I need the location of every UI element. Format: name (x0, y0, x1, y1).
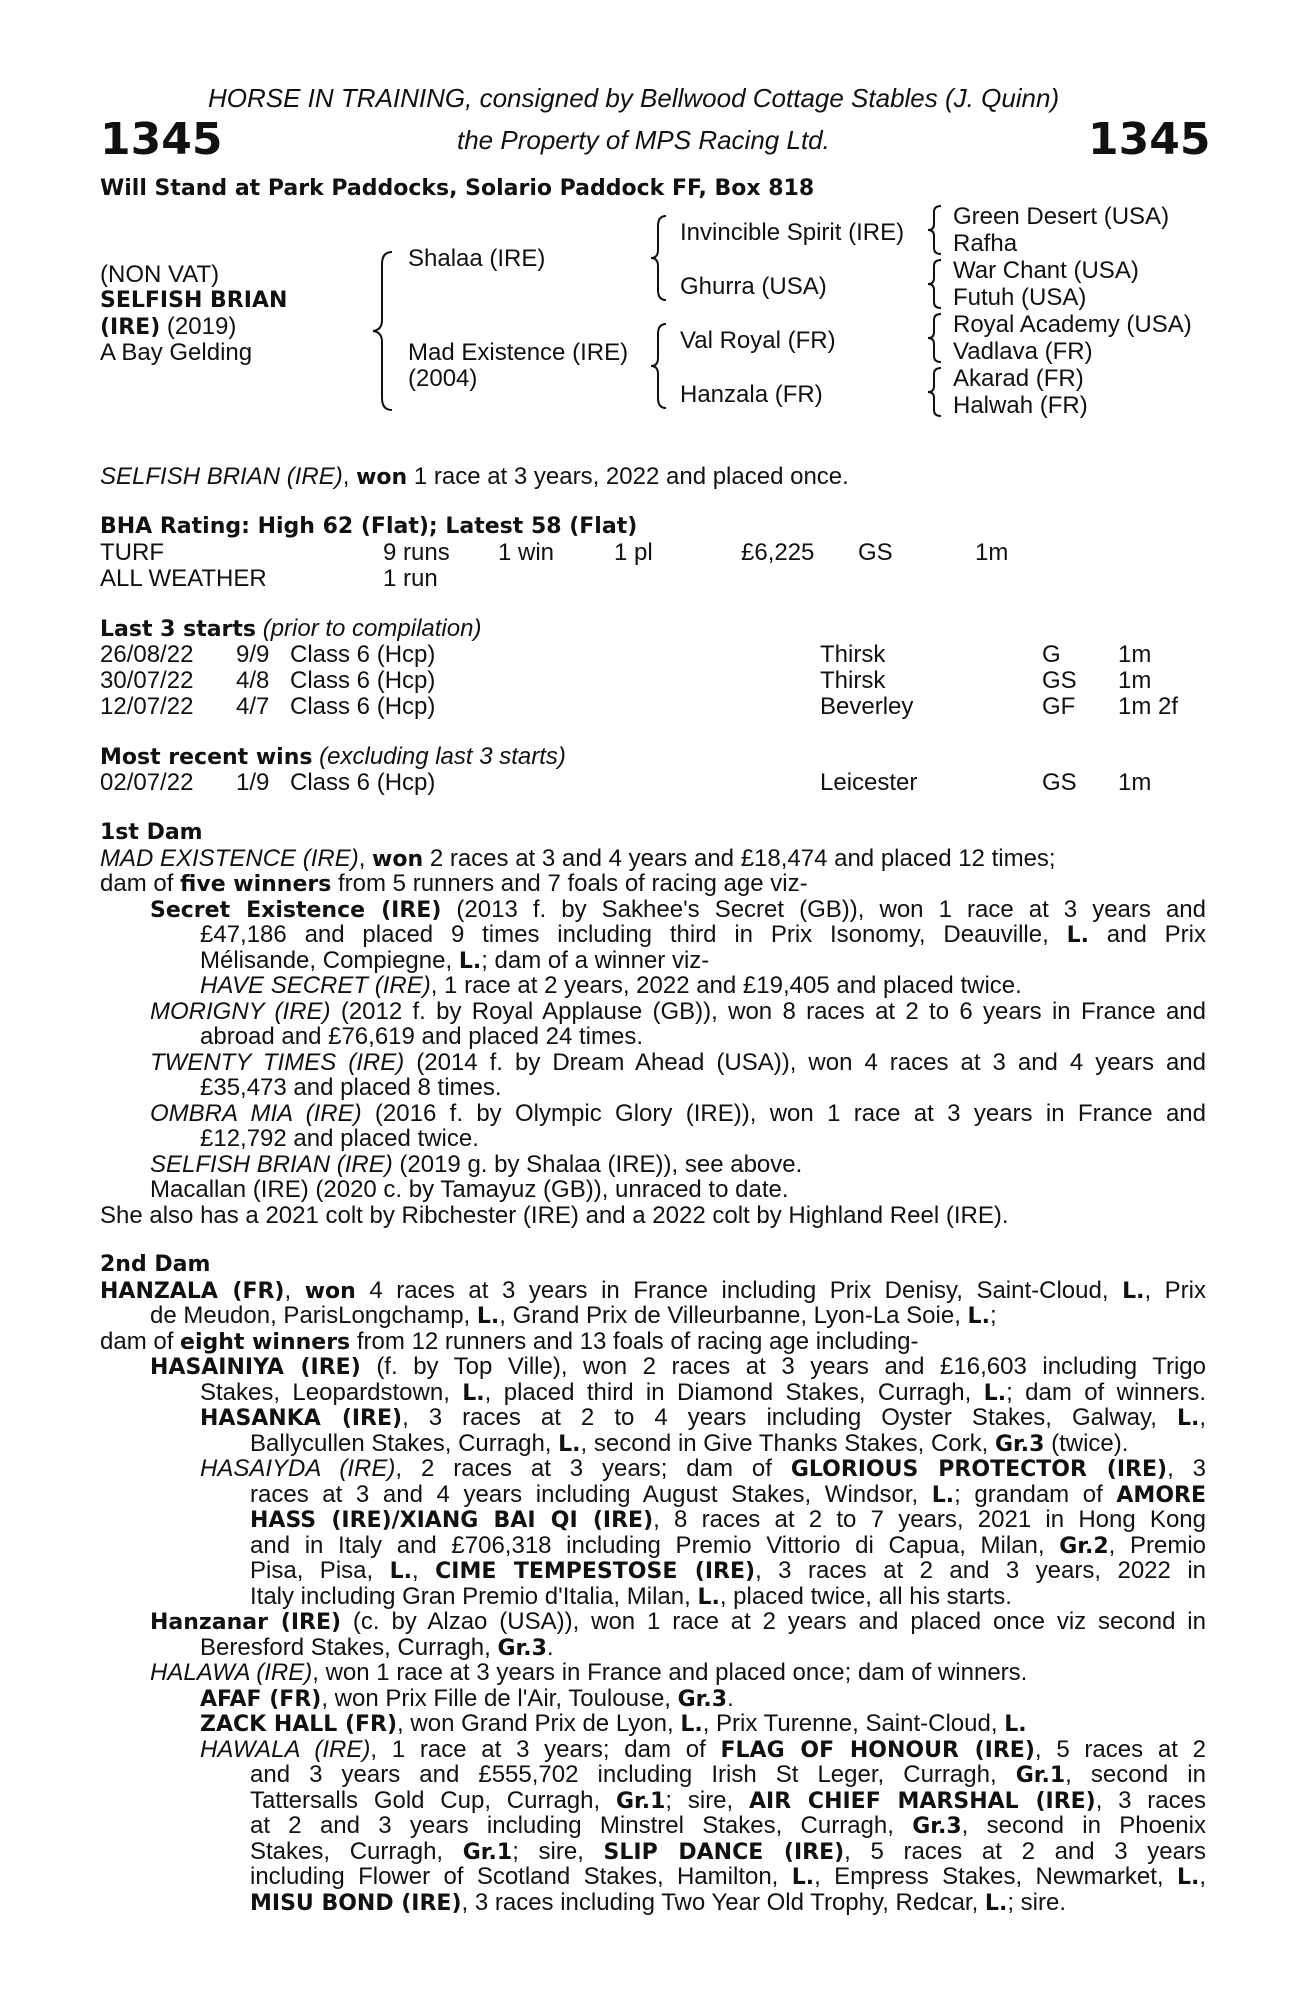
text: (2019 g. by Shalaa (IRE)), see above. (392, 1150, 803, 1178)
sd-sire: War Chant (USA) (953, 257, 1139, 284)
text-line (100, 1864, 1206, 1890)
text-line (100, 1584, 1206, 1610)
stand-location: Will Stand at Park Paddocks, Solario Paddock FF, Box 818 (100, 176, 815, 201)
text: 2 races at 3 and 4 years and £18,474 and placed 12 times; (423, 844, 1056, 872)
dd-dam: Halwah (FR) (953, 392, 1088, 419)
text: , placed third in Diamond Stakes, Curragh, (484, 1378, 984, 1406)
text: , (1199, 1863, 1206, 1890)
second-dam-heading: 2nd Dam (100, 1252, 211, 1277)
lot-number-right: 1345 (1088, 114, 1211, 165)
text: (c. by Alzao (USA)), won 1 race at 2 years and placed once viz second in (341, 1608, 1206, 1635)
lot-number-left: 1345 (100, 114, 223, 165)
text: , Empress Stakes, Newmarket, (814, 1863, 1177, 1890)
text: races at 3 and 4 years including August Stakes, Windsor, (250, 1480, 932, 1508)
text-bold: L. (680, 1712, 703, 1737)
pedigree-brace-1 (370, 250, 400, 412)
property-line: the Property of MPS Racing Ltd. (457, 125, 830, 155)
text: ; dam of winners. (1006, 1378, 1206, 1406)
text-bold: Gr.3 (497, 1635, 547, 1661)
produce-text (100, 948, 1206, 974)
text: Pisa, Pisa, (250, 1557, 390, 1584)
text: , 3 races at 2 to 4 years including Oyster Stakes, Galway, (402, 1404, 1177, 1431)
text: , 8 races at 2 to 7 years, 2021 in Hong Kong (653, 1506, 1206, 1533)
text: , 3 races (1095, 1786, 1206, 1814)
first-dam-intro (100, 846, 1206, 872)
text: Stakes, Leopardstown, (200, 1378, 463, 1406)
second-dam-intro (100, 1278, 1206, 1304)
start-course: Beverley (820, 693, 914, 720)
first-dam-further-produce: She also has a 2021 colt by Ribchester (IRE) and a 2022 colt by Highland Reel (IRE). (100, 1201, 1009, 1229)
win-going: GS (1042, 769, 1077, 796)
produce-afaf (100, 1686, 1206, 1712)
second-dam-name: HANZALA (FR) (100, 1278, 285, 1304)
last3-heading (100, 616, 481, 643)
produce-hasainiya (100, 1354, 1206, 1380)
text: Ballycullen Stakes, Curragh, (250, 1429, 559, 1457)
text-bold: won (304, 1278, 356, 1304)
produce-secret-existence (100, 897, 1206, 923)
text-bold: L. (984, 1890, 1008, 1916)
start-class: Class 6 (Hcp) (290, 693, 436, 720)
rating-wins: 1 win (498, 539, 555, 566)
produce-hanzanar (100, 1609, 1206, 1635)
vat-status: (NON VAT) (100, 261, 220, 288)
produce-hawala (100, 1737, 1206, 1763)
dam-year: (2004) (408, 365, 478, 392)
summary-won: won (356, 465, 408, 490)
dam-sire: Val Royal (FR) (680, 327, 836, 354)
produce-text: abroad and £76,619 and placed 24 times. (200, 1023, 644, 1050)
text-bold: FLAG OF HONOUR (IRE) (720, 1737, 1035, 1763)
rating-placed: 1 pl (614, 539, 653, 566)
text-bold: Gr.3 (677, 1686, 728, 1712)
text: ; grandam of (954, 1480, 1117, 1508)
race-summary: SELFISH BRIAN (IRE), won 1 race at 3 years, 2022 and placed once. (100, 463, 849, 490)
ss-sire: Green Desert (USA) (953, 203, 1170, 230)
start-course: Thirsk (820, 667, 886, 694)
text-bold: won (372, 846, 424, 872)
text-bold: L. (791, 1865, 815, 1890)
text: , 3 races including Two Year Old Trophy, Redcar, (461, 1888, 985, 1916)
win-course: Leicester (820, 769, 918, 796)
produce-hasanka (100, 1405, 1206, 1431)
text-bold: Gr.1 (1015, 1763, 1066, 1788)
text-bold: L. (967, 1304, 990, 1329)
text-bold: L. (1004, 1712, 1027, 1737)
rating-prize: £6,225 (741, 539, 815, 566)
start-class: Class 6 (Hcp) (290, 641, 436, 668)
start-position: 9/9 (236, 641, 270, 668)
first-dam-heading: 1st Dam (100, 820, 203, 845)
text-bold: L. (1176, 1406, 1200, 1431)
text: ; sire, (665, 1786, 749, 1814)
recent-heading (100, 744, 566, 771)
text: and 3 years and £555,702 including Irish St Leger, Curragh, (250, 1761, 1016, 1788)
text-line (100, 1635, 1206, 1661)
rating-runs: 9 runs (383, 539, 450, 566)
produce-have-secret (100, 973, 1206, 999)
text: Beresford Stakes, Curragh, (200, 1633, 498, 1661)
text: Tattersalls Gold Cup, Curragh, (250, 1786, 616, 1814)
first-dam-section (100, 820, 1206, 1228)
text: , 5 races at 2 and 3 years (844, 1837, 1206, 1865)
text: and in Italy and £706,318 including Premio Vittorio di Capua, Milan, (250, 1531, 1060, 1559)
text: from 12 runners and 13 foals of racing age including- (350, 1327, 919, 1355)
text-bold: MISU BOND (IRE) (250, 1890, 462, 1916)
sire-dam: Ghurra (USA) (680, 273, 827, 300)
start-position: 4/7 (236, 693, 270, 720)
start-class: Class 6 (Hcp) (290, 667, 436, 694)
text-bold: AIR CHIEF MARSHAL (IRE) (749, 1788, 1096, 1814)
text-bold: L. (458, 948, 482, 974)
text: ; dam of a winner viz- (481, 946, 710, 974)
text-bold: L. (1176, 1865, 1200, 1890)
win-distance: 1m (1118, 769, 1152, 796)
text-bold: L. (1066, 923, 1089, 948)
produce-name: Secret Existence (IRE) (150, 897, 442, 923)
produce-text: £35,473 and placed 8 times. (200, 1074, 502, 1101)
summary-horse-name: SELFISH BRIAN (IRE) (100, 463, 343, 490)
produce-name: HASANKA (IRE) (200, 1406, 403, 1431)
text-bold: L. (1122, 1278, 1145, 1304)
text: , won Prix Fille de l'Air, Toulouse, (321, 1684, 678, 1712)
text: Mélisande, Compiegne, (200, 946, 459, 974)
horse-country: (IRE) (100, 315, 161, 340)
text: , 1 race at 3 years; dam of (370, 1735, 721, 1763)
text: ; (989, 1302, 997, 1329)
rating-surface: TURF (100, 539, 164, 566)
text-bold: L. (389, 1559, 413, 1584)
produce-name: TWENTY TIMES (IRE) (150, 1048, 405, 1076)
start-date: 30/07/22 (100, 667, 194, 694)
start-course: Thirsk (820, 641, 886, 668)
text: from 5 runners and 7 foals of racing age viz- (331, 870, 808, 897)
text: . (546, 1633, 554, 1661)
text: ; sire, (512, 1837, 604, 1865)
produce-name: OMBRA MIA (IRE) (150, 1099, 362, 1127)
horse-year: (2019) (160, 313, 237, 340)
text-line (100, 1839, 1206, 1865)
start-distance: 1m 2f (1118, 693, 1179, 720)
recent-note: (excluding last 3 starts) (312, 743, 566, 770)
ds-sire: Royal Academy (USA) (953, 311, 1192, 338)
text-line (100, 1482, 1206, 1508)
sire: Shalaa (IRE) (408, 245, 546, 272)
produce-name: AFAF (FR) (200, 1686, 322, 1712)
produce-zack-hall (100, 1711, 1206, 1737)
text-bold: SLIP DANCE (IRE) (603, 1839, 845, 1865)
second-dam-produce-summary (100, 1329, 1206, 1355)
text-bold: Gr.3 (912, 1814, 962, 1839)
text: , Prix Turenne, Saint-Cloud, (702, 1710, 1005, 1737)
text: (f. by Top Ville), won 2 races at 3 years and £16,603 including Trigo (360, 1353, 1206, 1380)
text: , 5 races at 2 (1034, 1735, 1206, 1763)
produce-name: HAWALA (IRE) (200, 1735, 371, 1763)
text-bold: GLORIOUS PROTECTOR (IRE) (790, 1457, 1168, 1482)
text: (2012 f. by Royal Applause (GB)), won 8 races at 2 to 6 years in France and (330, 997, 1206, 1025)
pedigree-brace-6 (925, 312, 945, 364)
rating-going: GS (858, 539, 893, 566)
text-line (100, 1890, 1206, 1916)
produce-name: HAVE SECRET (IRE) (200, 972, 431, 999)
last3-title: Last 3 starts (100, 617, 257, 642)
rating-surface: ALL WEATHER (100, 565, 267, 592)
first-dam-name: MAD EXISTENCE (IRE) (100, 844, 359, 872)
text: Italy including Gran Premio d'Italia, Milan, (250, 1582, 698, 1610)
text-bold: Gr.2 (1059, 1533, 1109, 1559)
text: ; sire. (1007, 1888, 1066, 1916)
produce-ombra-mia (100, 1101, 1206, 1127)
text-bold: L. (558, 1431, 581, 1457)
start-distance: 1m (1118, 667, 1152, 694)
text-line (100, 1303, 1206, 1329)
text: , (358, 844, 373, 872)
text: including Flower of Scotland Stakes, Hamilton, (250, 1863, 792, 1890)
produce-name: Hanzanar (IRE) (150, 1610, 342, 1635)
produce-text: £12,792 and placed twice. (200, 1125, 479, 1152)
text: (2016 f. by Olympic Glory (IRE)), won 1 race at 3 years in France and (361, 1099, 1206, 1127)
text: , (284, 1276, 305, 1304)
rating-runs: 1 run (383, 565, 438, 592)
first-dam-produce-summary (100, 871, 1206, 897)
text-bold: Gr.1 (615, 1788, 666, 1814)
text: Stakes, Curragh, (250, 1837, 463, 1865)
text: , 2 races at 3 years; dam of (395, 1455, 791, 1482)
horse-description: A Bay Gelding (100, 339, 253, 366)
produce-selfish-brian (100, 1152, 1206, 1178)
start-date: 12/07/22 (100, 693, 194, 720)
produce-name: MORIGNY (IRE) (150, 997, 331, 1025)
text: , (412, 1557, 436, 1584)
text-bold: AMORE (1116, 1482, 1206, 1508)
text: , placed twice, all his starts. (719, 1582, 1012, 1610)
text: , won Grand Prix de Lyon, (397, 1710, 681, 1737)
start-going: G (1042, 641, 1061, 668)
horse-suffix-year (100, 314, 236, 341)
text-bold: L. (931, 1482, 955, 1508)
win-class: Class 6 (Hcp) (290, 769, 436, 796)
text-bold: eight winners (180, 1329, 351, 1355)
text-line (100, 1558, 1206, 1584)
text: , 3 races at 2 and 3 years, 2022 in (755, 1557, 1207, 1584)
start-position: 4/8 (236, 667, 270, 694)
pedigree-brace-2 (648, 214, 672, 302)
recent-title: Most recent wins (100, 745, 313, 770)
ss-dam: Rafha (953, 230, 1018, 257)
text: (twice). (1044, 1429, 1129, 1457)
pedigree-brace-3 (648, 322, 672, 410)
start-going: GS (1042, 667, 1077, 694)
text-bold: Gr.3 (994, 1431, 1045, 1457)
text: (2013 f. by Sakhee's Secret (GB)), won 1 race at 3 years and (441, 895, 1206, 923)
produce-name: SELFISH BRIAN (IRE) (150, 1150, 393, 1178)
text: , 3 (1167, 1455, 1207, 1482)
text: , Premio (1108, 1531, 1206, 1559)
pedigree-brace-7 (925, 366, 945, 418)
produce-name: HASAINIYA (IRE) (150, 1355, 361, 1380)
text-line (100, 1380, 1206, 1406)
text: , Prix (1144, 1276, 1206, 1304)
text-bold: L. (983, 1380, 1007, 1406)
text-bold: HASS (IRE)/XIANG BAI QI (IRE) (250, 1508, 654, 1533)
win-date: 02/07/22 (100, 769, 194, 796)
pedigree-brace-4 (925, 204, 945, 256)
text: , Grand Prix de Villeurbanne, Lyon-La Soie, (499, 1302, 968, 1329)
summary-text: 1 race at 3 years, 2022 and placed once. (407, 463, 849, 490)
rating-distance: 1m (975, 539, 1009, 566)
text: £47,186 and placed 9 times including third in Prix Isonomy, Deauville, (200, 921, 1067, 948)
dam: Mad Existence (IRE) (408, 339, 629, 366)
produce-twenty-times (100, 1050, 1206, 1076)
text: , won 1 race at 3 years in France and placed once; dam of winners. (312, 1659, 1028, 1686)
text: , second in Phoenix (961, 1812, 1206, 1839)
start-date: 26/08/22 (100, 641, 194, 668)
text: , (1199, 1404, 1207, 1431)
text: , second in Give Thanks Stakes, Cork, (580, 1429, 995, 1457)
text-bold: Gr.1 (462, 1839, 513, 1865)
text-line (100, 1813, 1206, 1839)
text-bold: L. (476, 1304, 500, 1329)
sire-sire: Invincible Spirit (IRE) (680, 219, 905, 246)
text: . (727, 1684, 734, 1712)
text: dam of (100, 870, 181, 897)
dd-sire: Akarad (FR) (953, 365, 1084, 392)
last3-note: (prior to compilation) (256, 615, 482, 642)
produce-halawa (100, 1660, 1206, 1686)
start-going: GF (1042, 693, 1076, 720)
text: , 1 race at 2 years, 2022 and £19,405 and placed twice. (430, 972, 1022, 999)
win-position: 1/9 (236, 769, 270, 796)
horse-name: SELFISH BRIAN (100, 288, 288, 313)
text-bold: L. (462, 1380, 485, 1406)
text: 4 races at 3 years in France including Prix Denisy, Saint-Cloud, (355, 1276, 1123, 1304)
text: de Meudon, ParisLongchamp, (150, 1302, 477, 1329)
produce-morigny (100, 999, 1206, 1025)
text-line (100, 1762, 1206, 1788)
text: , second in (1065, 1761, 1206, 1788)
text-bold: CIME TEMPESTOSE (IRE) (435, 1559, 756, 1584)
text: dam of (100, 1327, 181, 1355)
text-line (100, 1533, 1206, 1559)
produce-name: HALAWA (IRE) (150, 1659, 313, 1686)
dam-dam: Hanzala (FR) (680, 381, 823, 408)
pedigree-brace-5 (925, 258, 945, 310)
ds-dam: Vadlava (FR) (953, 338, 1093, 365)
text: and Prix (1088, 921, 1206, 948)
text: at 2 and 3 years including Minstrel Stakes, Curragh, (250, 1812, 913, 1839)
text-bold: L. (697, 1584, 720, 1610)
text: (2014 f. by Dream Ahead (USA)), won 4 races at 3 and 4 years and (404, 1048, 1206, 1076)
text-line (100, 1788, 1206, 1814)
bha-rating: BHA Rating: High 62 (Flat); Latest 58 (Flat) (100, 514, 638, 539)
produce-name: HASAIYDA (IRE) (200, 1455, 396, 1482)
text-bold: five winners (180, 872, 332, 897)
produce-text (100, 922, 1206, 948)
text-line (100, 1431, 1206, 1457)
produce-name: ZACK HALL (FR) (200, 1712, 398, 1737)
second-dam-section (100, 1252, 1206, 1915)
start-distance: 1m (1118, 641, 1152, 668)
text-line (100, 1507, 1206, 1533)
consignor-line: HORSE IN TRAINING, consigned by Bellwood Cottage Stables (J. Quinn) (208, 83, 1060, 113)
produce-macallan: Macallan (IRE) (2020 c. by Tamayuz (GB)), unraced to date. (150, 1176, 789, 1203)
produce-hasaiyda (100, 1456, 1206, 1482)
sd-dam: Futuh (USA) (953, 284, 1087, 311)
